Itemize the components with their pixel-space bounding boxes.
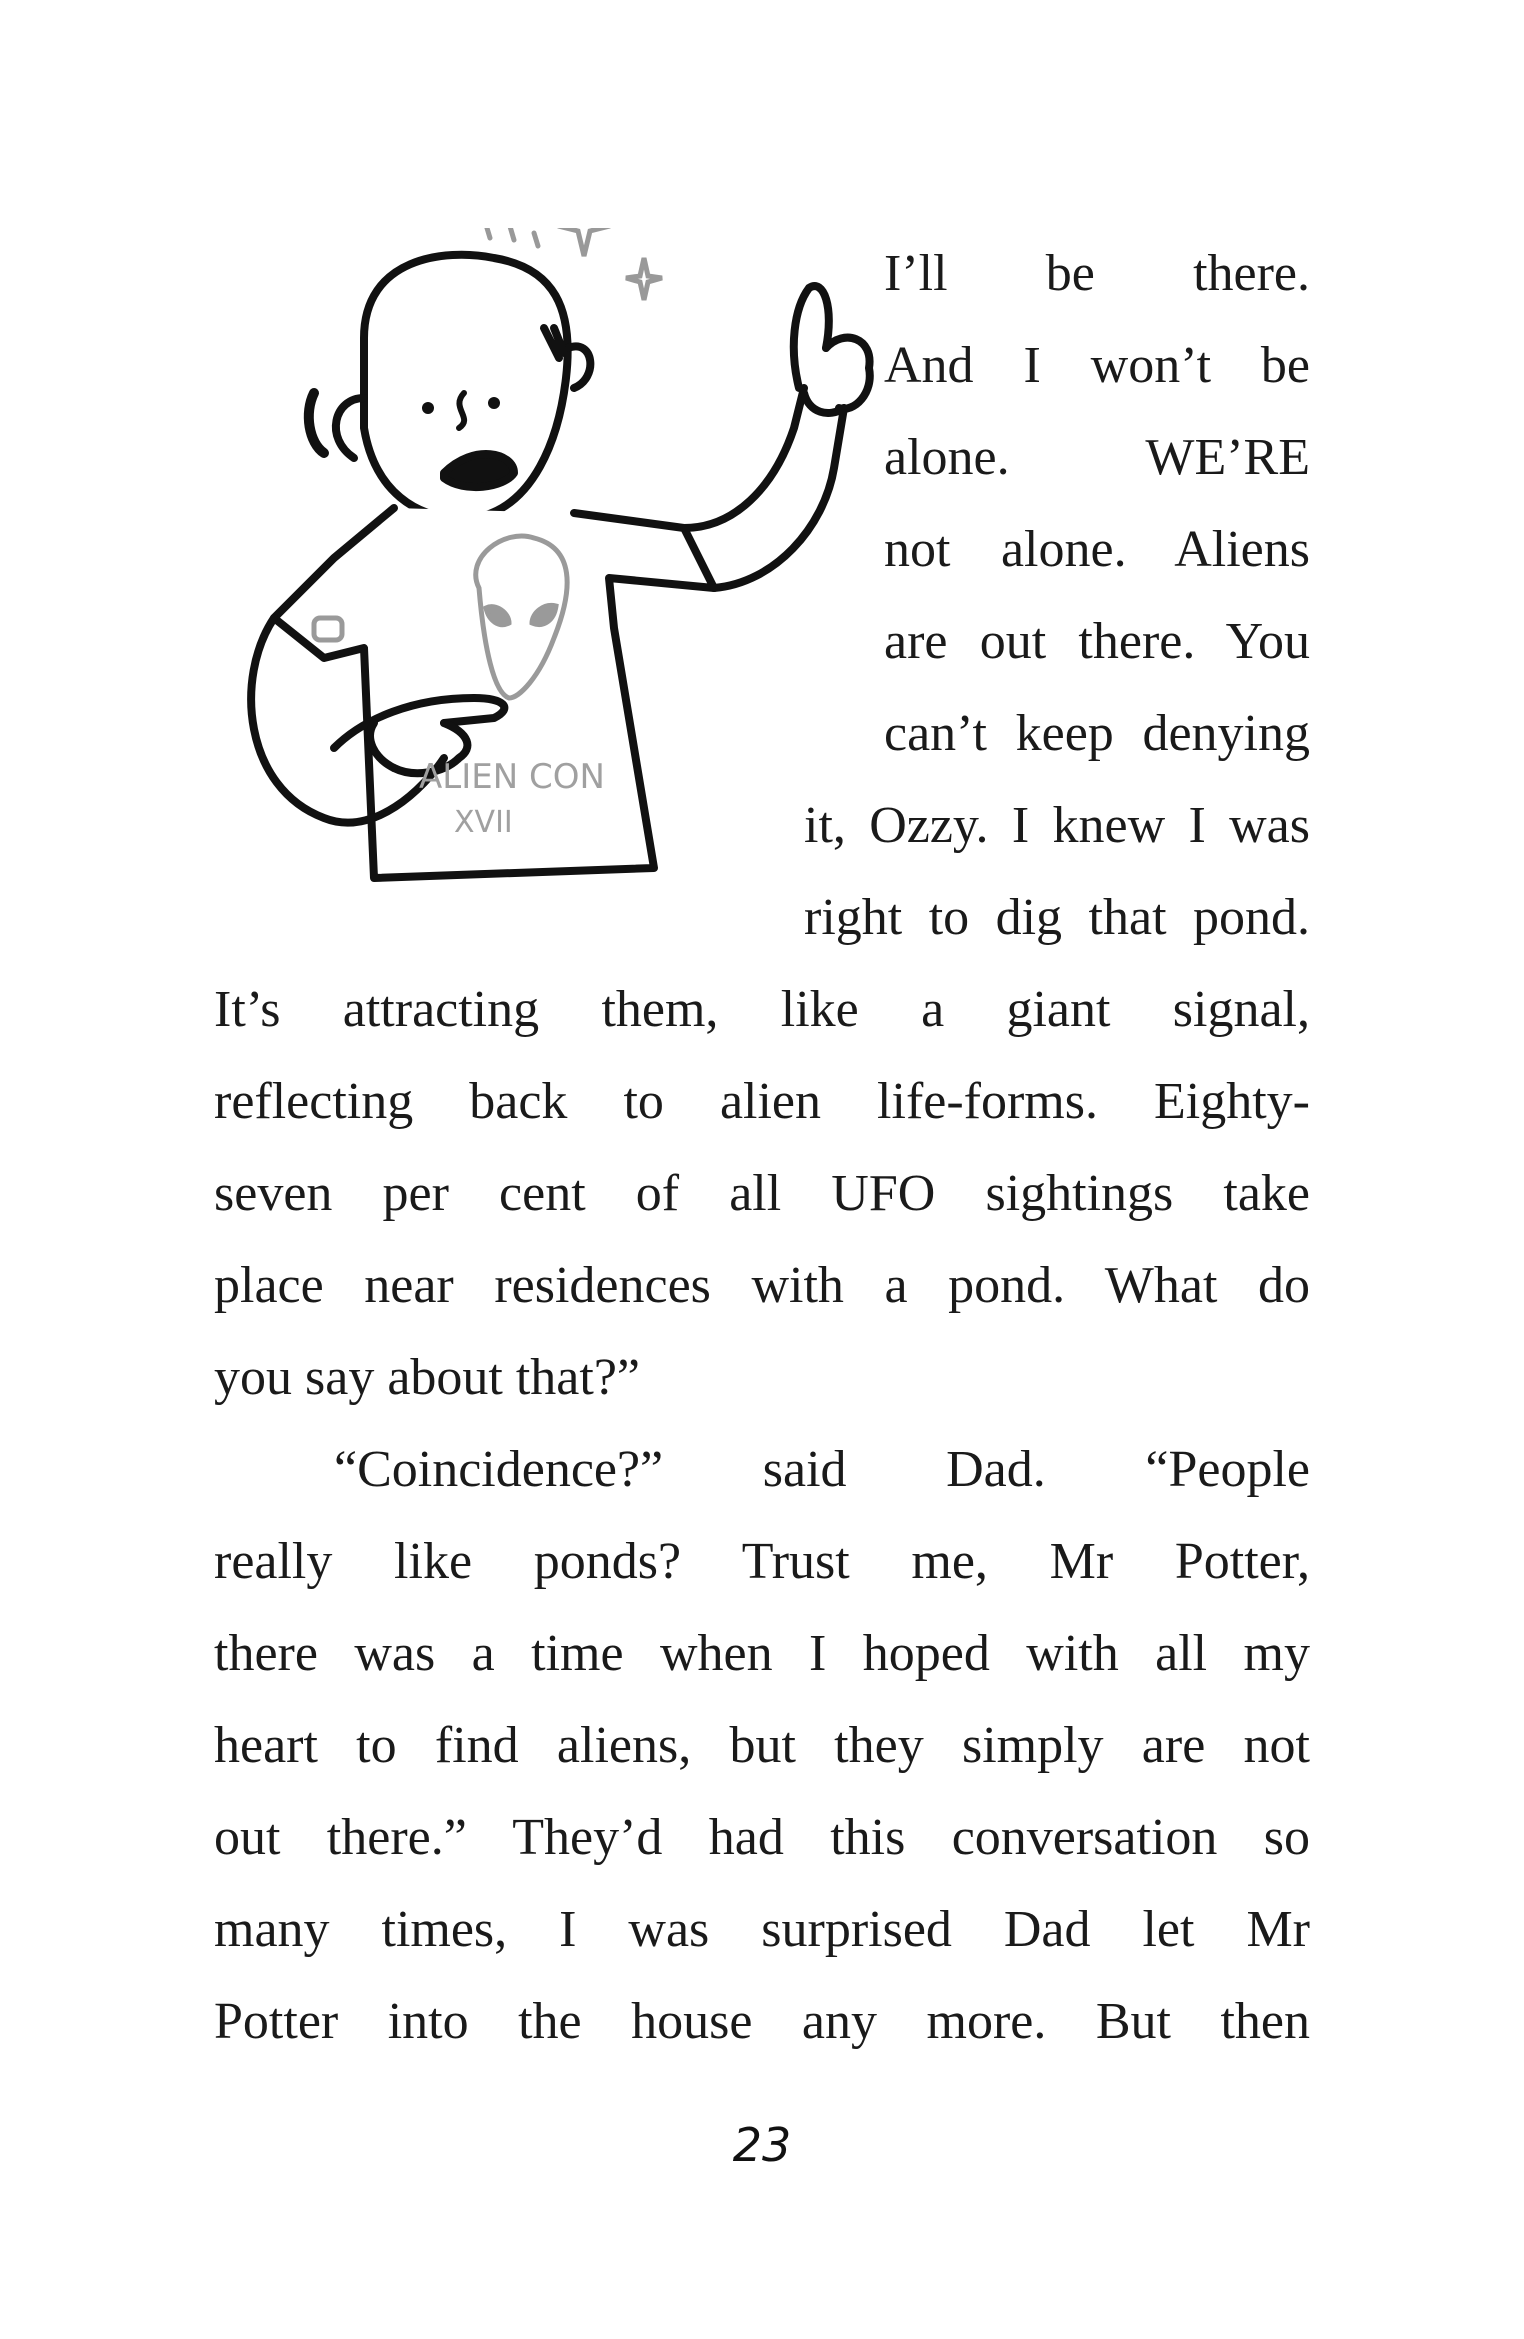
text-line: And I won’t be: [884, 337, 1310, 394]
text-line: it, Ozzy. I knew I was: [804, 797, 1310, 854]
text-line: reflecting back to alien life-forms. Eighty-: [214, 1073, 1310, 1130]
text-line: I’ll be there.: [884, 245, 1310, 302]
text-line: are out there. You: [884, 613, 1310, 670]
text-line: It’s attracting them, like a giant signal,: [214, 981, 1310, 1038]
text-line: alone. WE’RE: [884, 429, 1310, 486]
man-pointing-up-illustration: [214, 228, 884, 948]
text-line: there was a time when I hoped with all my: [214, 1625, 1310, 1682]
text-line: you say about that?”: [214, 1349, 640, 1406]
text-line: “Coincidence?” said Dad. “People: [334, 1441, 1310, 1498]
text-line: many times, I was surprised Dad let Mr: [214, 1901, 1310, 1958]
shirt-text-line1: ALIEN CON: [419, 757, 605, 797]
text-line: can’t keep denying: [884, 705, 1310, 762]
text-line: really like ponds? Trust me, Mr Potter,: [214, 1533, 1310, 1590]
text-line: place near residences with a pond. What do: [214, 1257, 1310, 1314]
text-line: out there.” They’d had this conversation so: [214, 1809, 1310, 1866]
illustration-man-pointing: [214, 228, 884, 948]
page-body: [214, 228, 1310, 2068]
shirt-text-line2: XVII: [454, 805, 513, 840]
paragraph-2: [214, 1424, 1310, 2068]
text-line: Potter into the house any more. But then: [214, 1993, 1310, 2050]
paragraph-1-continued: [214, 964, 1310, 1424]
text-line: not alone. Aliens: [884, 521, 1310, 578]
page-number: 23: [732, 2118, 792, 2172]
text-line: heart to find aliens, but they simply are not: [214, 1717, 1310, 1774]
text-line: seven per cent of all UFO sightings take: [214, 1165, 1310, 1222]
text-line: right to dig that pond.: [804, 889, 1310, 946]
